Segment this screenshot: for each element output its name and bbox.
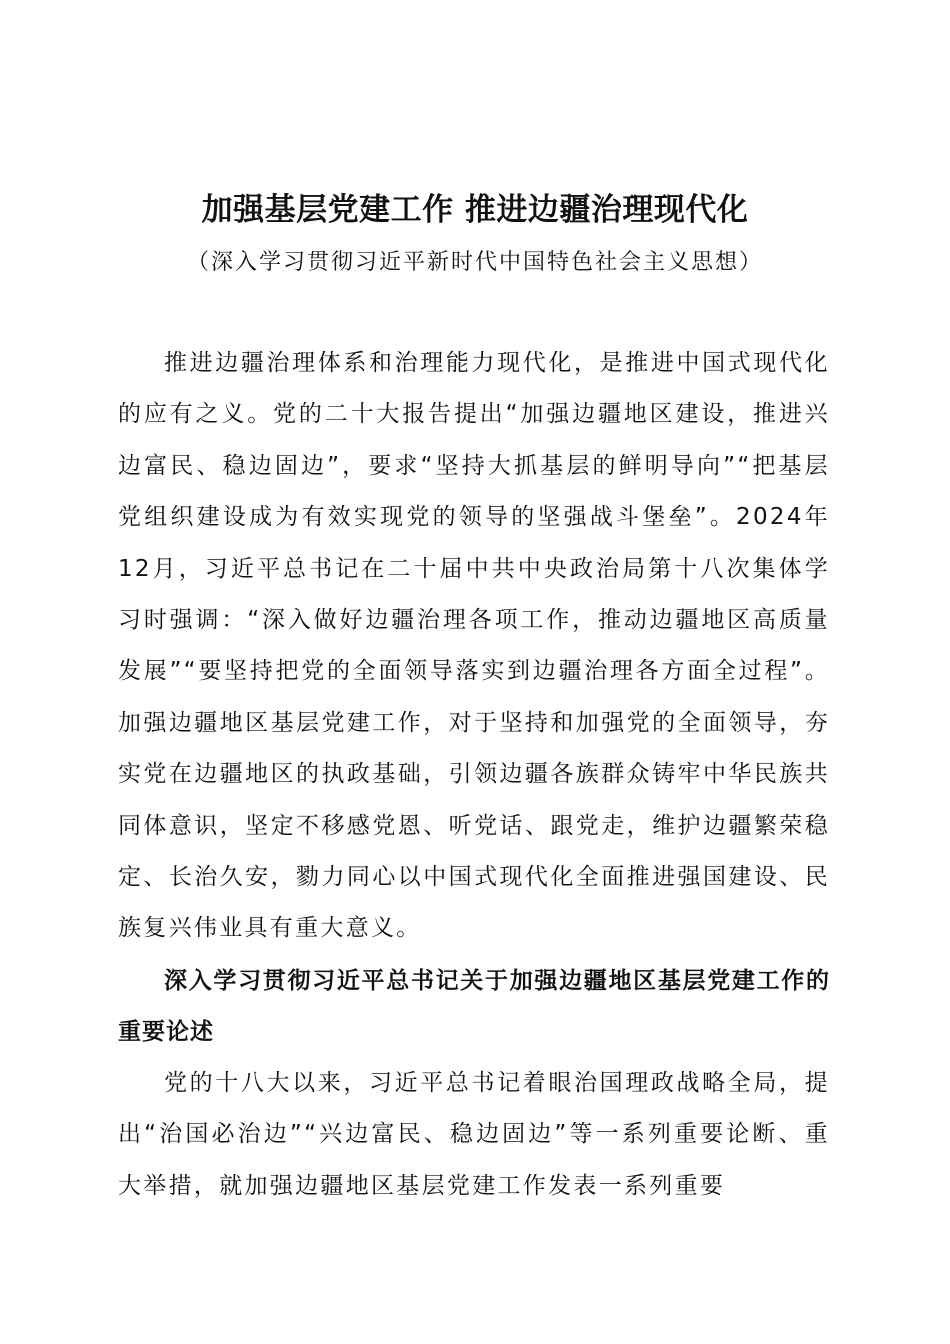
document-subtitle: （深入学习贯彻习近平新时代中国特色社会主义思想） [186, 250, 763, 275]
document-body [118, 338, 830, 1212]
section-heading: 深入学习贯彻习近平总书记关于加强边疆地区基层党建工作的重要论述 [118, 966, 830, 1045]
intro-paragraph: 推进边疆治理体系和治理能力现代化，是推进中国式现代化的应有之义。党的二十大报告提出“加强边疆地区建设，推进兴边富民、稳边固边”，要求“坚持大抓基层的鲜明导向”“把基层党组织建设成为有效实现党的领导的坚强战斗堡垒”。2024年12月，习近平总书记在二十届中共中央政治局第十八次集体学习时强调：“深入做好边疆治理各项工作，推动边疆地区高质量发展”“要坚持把党的全面领导落实到边疆治理各方面全过程”。加强边疆地区基层党建工作，对于坚持和加强党的全面领导，夯实党在边疆地区的执政基础，引领边疆各族群众铸牢中华民族共同体意识，坚定不移感党恩、听党话、跟党走，维护边疆繁荣稳定、长治久安，勠力同心以中国式现代化全面推进强国建设、民族复兴伟业具有重大意义。 [118, 350, 830, 942]
document-title: 加强基层党建工作 推进边疆治理现代化 [201, 192, 749, 228]
section-paragraph: 党的十八大以来，习近平总书记着眼治国理政战略全局，提出“治国必治边”“兴边富民、稳边固边”等一系列重要论断、重大举措，就加强边疆地区基层党建工作发表一系列重要 [118, 1069, 830, 1199]
